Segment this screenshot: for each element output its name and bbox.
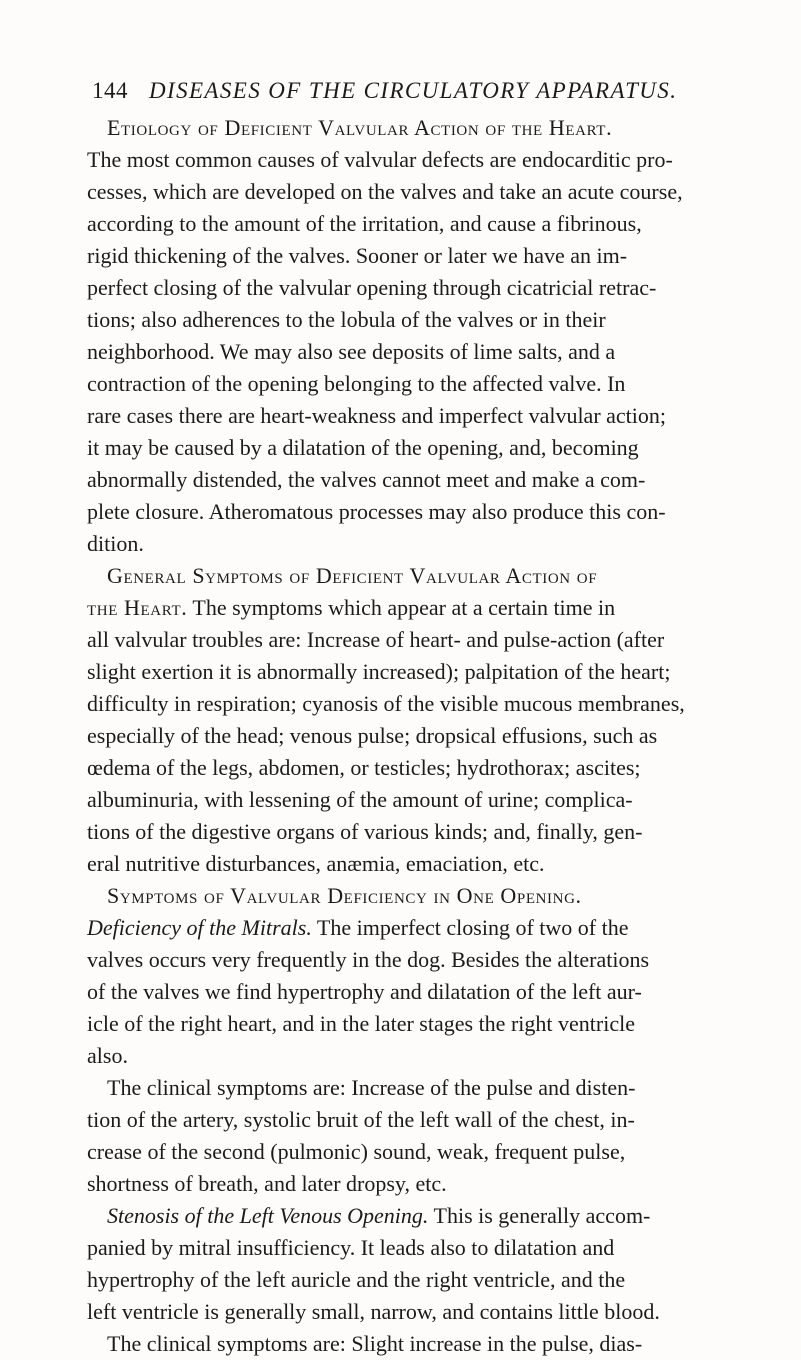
paragraph-text: rare cases there are heart-weakness and imperfect valvular action;: [87, 403, 667, 428]
text-line: [87, 240, 787, 272]
paragraph-text: rigid thickening of the valves. Sooner or later we have an im-: [87, 243, 628, 268]
paragraph-text: left ventricle is generally small, narrow, and contains little blood.: [87, 1299, 660, 1324]
text-line: [87, 944, 787, 976]
paragraph-text: œdema of the legs, abdomen, or testicles; hydrothorax; ascites;: [87, 755, 641, 780]
text-line: [87, 304, 787, 336]
text-line: [87, 400, 787, 432]
text-line: [87, 208, 787, 240]
text-line: [87, 656, 787, 688]
text-line: [87, 560, 787, 592]
text-line: [87, 464, 787, 496]
paragraph-text: The imperfect closing of two of the: [311, 915, 629, 940]
text-line: [87, 368, 787, 400]
text-line: [87, 1200, 787, 1232]
text-line: [87, 880, 787, 912]
text-line: [87, 1296, 787, 1328]
paragraph-text: hypertrophy of the left auricle and the right ventricle, and the: [87, 1267, 626, 1292]
paragraph-text: The clinical symptoms are: Slight increase in the pulse, dias-: [107, 1331, 643, 1356]
text-line: [87, 592, 787, 624]
paragraph-text: slight exertion it is abnormally increased); palpitation of the heart;: [87, 659, 671, 684]
running-title: DISEASES OF THE CIRCULATORY APPARATUS.: [149, 78, 678, 103]
subheading-text: Deficiency of the Mitrals.: [87, 915, 312, 940]
text-line: [87, 496, 787, 528]
text-line: [87, 1104, 787, 1136]
paragraph-text: of the valves we find hypertrophy and dilatation of the left aur-: [87, 979, 642, 1004]
text-line: [87, 1072, 787, 1104]
paragraph-text: The clinical symptoms are: Increase of the pulse and disten-: [107, 1075, 636, 1100]
paragraph-text: valves occurs very frequently in the dog. Besides the alterations: [87, 947, 650, 972]
paragraph-text: crease of the second (pulmonic) sound, weak, frequent pulse,: [87, 1139, 626, 1164]
text-line: [87, 1040, 787, 1072]
text-line: [87, 272, 787, 304]
text-line: [87, 912, 787, 944]
paragraph-text: especially of the head; venous pulse; dropsical effusions, such as: [87, 723, 658, 748]
running-header: [92, 78, 732, 110]
paragraph-text: abnormally distended, the valves cannot meet and make a com-: [87, 467, 646, 492]
text-line: [87, 1264, 787, 1296]
paragraph-text: tion of the artery, systolic bruit of the left wall of the chest, in-: [87, 1107, 635, 1132]
section-heading-text: Etiology of Deficient Valvular Action of the Heart.: [107, 115, 613, 140]
paragraph-text: The most common causes of valvular defects are endocarditic pro-: [87, 147, 673, 172]
section-heading-text: Symptoms of Valvular Deficiency in One Opening.: [107, 883, 582, 908]
paragraph-text: dition.: [87, 531, 144, 556]
paragraph-text: according to the amount of the irritation, and cause a fibrinous,: [87, 211, 642, 236]
paragraph-text: cesses, which are developed on the valves and take an acute course,: [87, 179, 683, 204]
text-line: [87, 976, 787, 1008]
text-line: [87, 1136, 787, 1168]
text-line: [87, 688, 787, 720]
paragraph-text: plete closure. Atheromatous processes may also produce this con-: [87, 499, 666, 524]
paragraph-text: neighborhood. We may also see deposits of lime salts, and a: [87, 339, 616, 364]
page-number: 144: [92, 78, 128, 103]
paragraph-text: all valvular troubles are: Increase of heart- and pulse-action (after: [87, 627, 665, 652]
paragraph-text: tions; also adherences to the lobula of the valves or in their: [87, 307, 606, 332]
text-line: [87, 1008, 787, 1040]
paragraph-text: tions of the digestive organs of various kinds; and, finally, gen-: [87, 819, 643, 844]
text-line: [87, 336, 787, 368]
body-text: [87, 112, 787, 1360]
paragraph-text: albuminuria, with lessening of the amount of urine; complica-: [87, 787, 633, 812]
text-line: [87, 112, 787, 144]
paragraph-text: panied by mitral insufficiency. It leads also to dilatation and: [87, 1235, 615, 1260]
section-heading-text: General Symptoms of Deficient Valvular Action of: [107, 563, 598, 588]
subheading-text: Stenosis of the Left Venous Opening.: [107, 1203, 429, 1228]
text-line: [87, 1168, 787, 1200]
text-line: [87, 720, 787, 752]
text-line: [87, 816, 787, 848]
text-line: [87, 176, 787, 208]
section-heading-text: the Heart.: [87, 595, 188, 620]
paragraph-text: difficulty in respiration; cyanosis of the visible mucous membranes,: [87, 691, 685, 716]
paragraph-text: perfect closing of the valvular opening through cicatricial retrac-: [87, 275, 657, 300]
text-line: [87, 1232, 787, 1264]
paragraph-text: contraction of the opening belonging to the affected valve. In: [87, 371, 626, 396]
text-line: [87, 624, 787, 656]
text-line: [87, 848, 787, 880]
text-line: [87, 1328, 787, 1360]
paragraph-text: icle of the right heart, and in the later stages the right ventricle: [87, 1011, 635, 1036]
paragraph-text: The symptoms which appear at a certain time in: [187, 595, 616, 620]
paragraph-text: This is generally accom-: [428, 1203, 651, 1228]
text-line: [87, 752, 787, 784]
text-line: [87, 784, 787, 816]
text-line: [87, 432, 787, 464]
text-line: [87, 144, 787, 176]
paragraph-text: also.: [87, 1043, 128, 1068]
paragraph-text: it may be caused by a dilatation of the opening, and, becoming: [87, 435, 639, 460]
paragraph-text: shortness of breath, and later dropsy, etc.: [87, 1171, 447, 1196]
paragraph-text: eral nutritive disturbances, anæmia, emaciation, etc.: [87, 851, 545, 876]
text-line: [87, 528, 787, 560]
